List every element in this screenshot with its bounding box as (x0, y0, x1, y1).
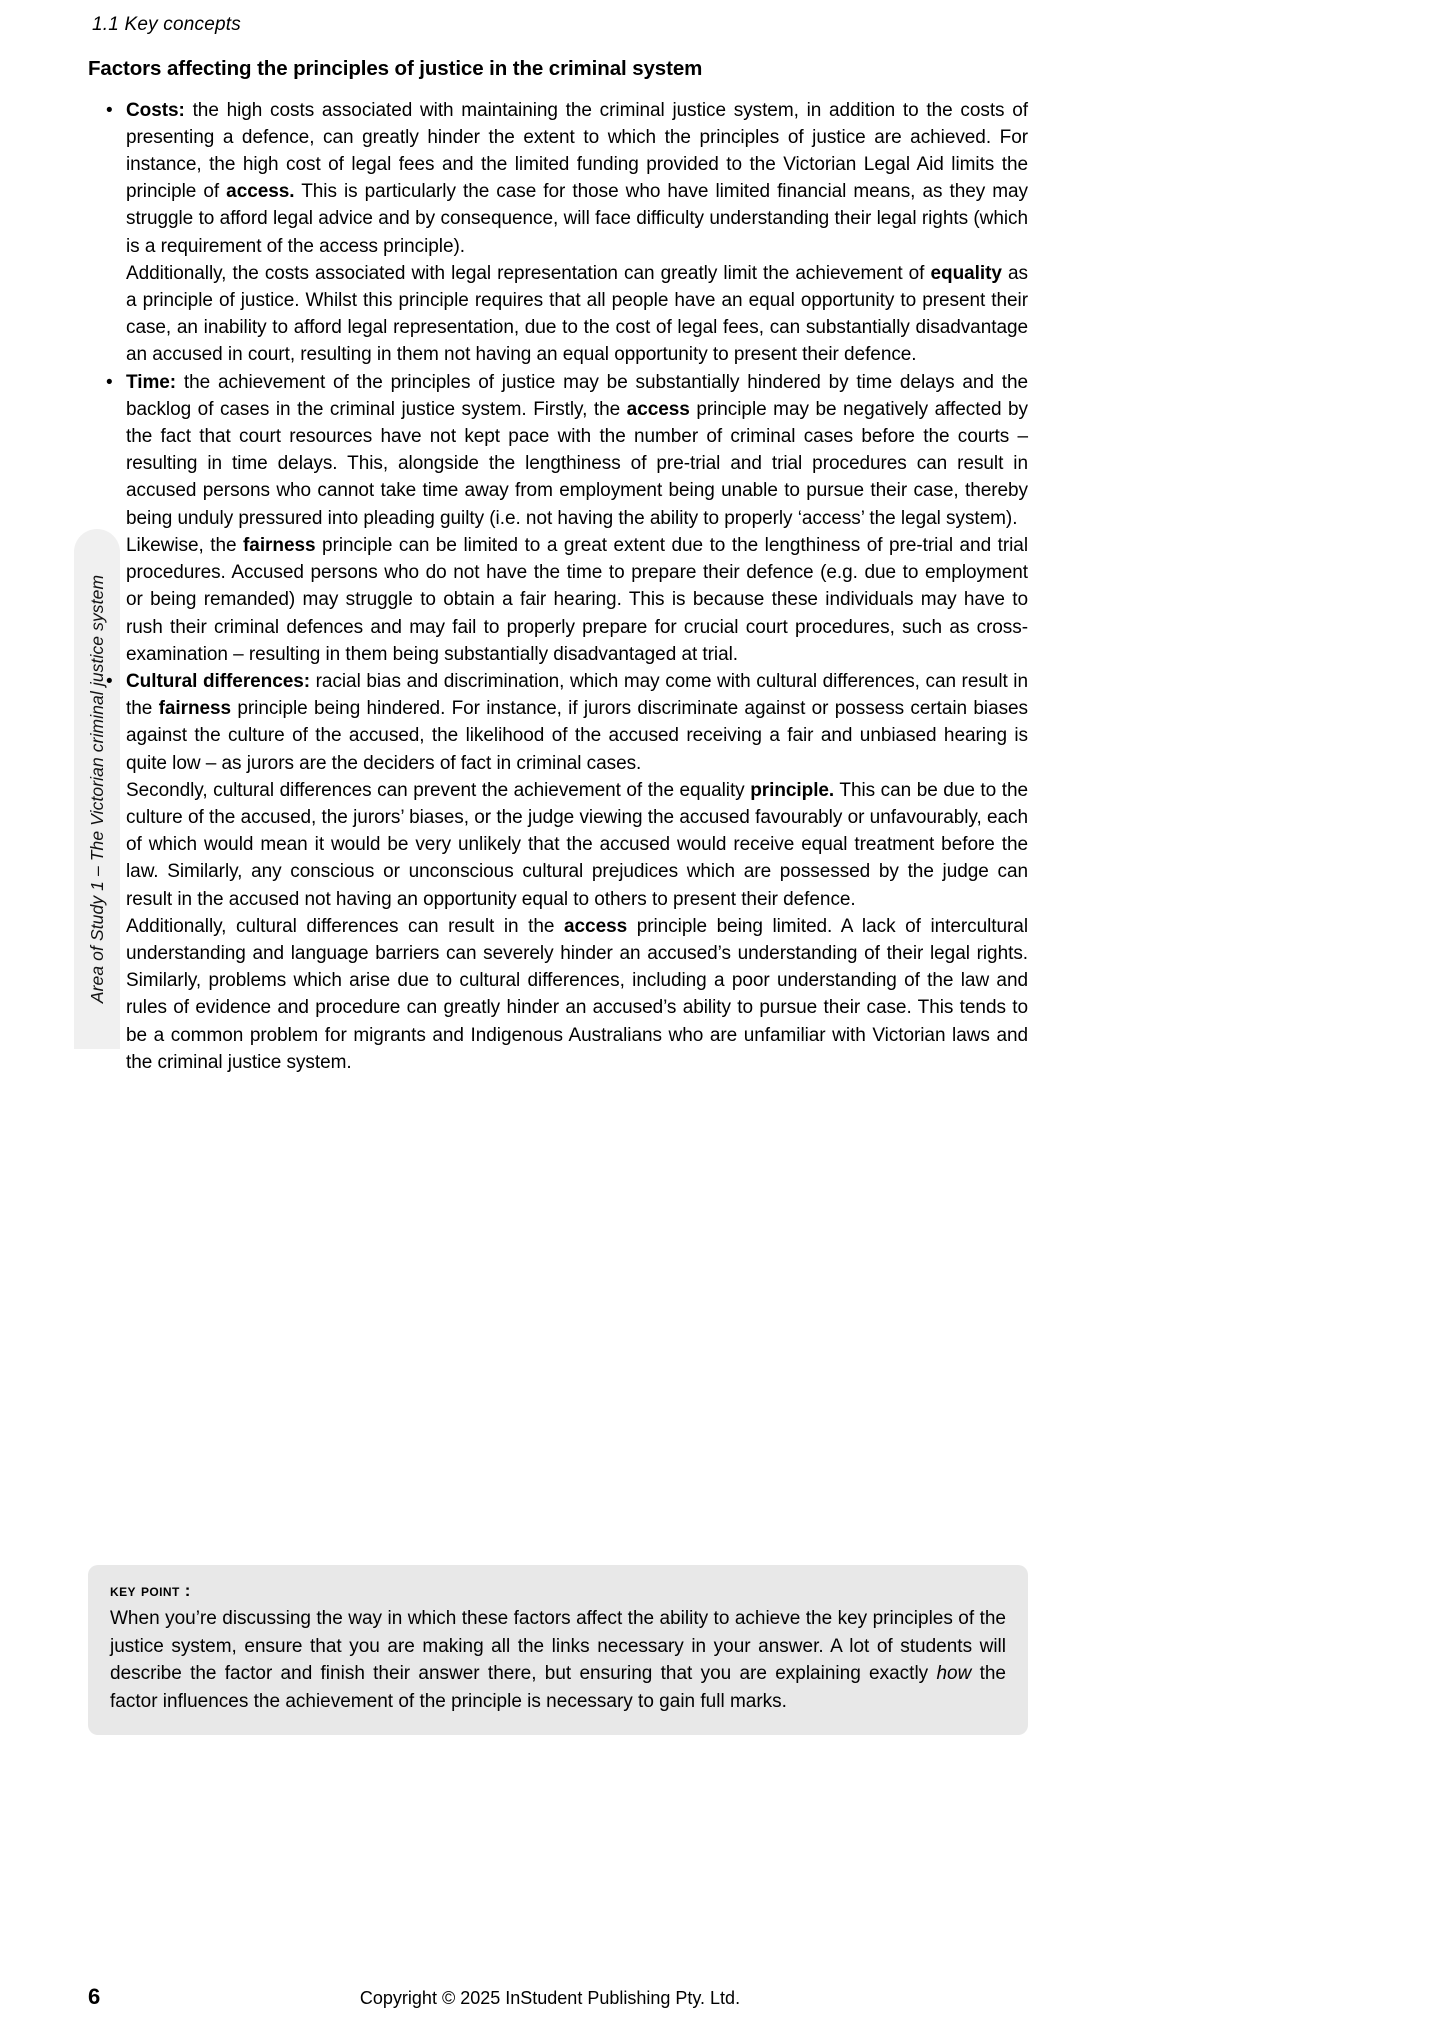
key-point-title: key point : (110, 1581, 191, 1600)
factor-term: Time: (126, 371, 177, 393)
body-paragraph: • Costs: the high costs associated with maintaining the criminal justice system, in addition to the costs of presenting a defence, can greatly hinder the extent to which the principles of justice are achieved. For instance, the high cost of legal fees and the limited funding provided to the Victorian Legal Aid limits the principle of access. This is particularly the case for those who have limited financial means, as they may struggle to afford legal advice and by consequence, will face difficulty understanding their legal rights (which is a requirement of the access principle). (126, 99, 1028, 257)
side-tab-label: Area of Study 1 – The Victorian criminal justice system (86, 574, 107, 1004)
emphasis-bold: equality (930, 262, 1002, 284)
key-point-body: When you’re discussing the way in which these factors affect the ability to achieve the key principles of the justice system, ensure that you are making all the links necessary in your answer. A lot of students will describe the factor and finish their answer there, but ensuring that you are explaining exactly how the factor influences the achievement of the principle is necessary to gain full marks. (110, 1608, 1006, 1712)
list-item (88, 369, 1028, 668)
body-paragraph: Additionally, the costs associated with legal representation can greatly limit the achievement of equality as a principle of justice. Whilst this principle requires that all people have an equal opportunity to present their case, an inability to afford legal representation, due to the cost of legal fees, can substantially disadvantage an accused in court, resulting in them not having an equal opportunity to present their defence. (126, 262, 1028, 366)
running-head: 1.1 Key concepts (92, 14, 241, 35)
copyright-notice: Copyright © 2025 InStudent Publishing Pty. Ltd. (359, 1988, 741, 2008)
body-paragraph: Likewise, the fairness principle can be limited to a great extent due to the lengthiness of pre-trial and trial procedures. Accused persons who do not have the time to prepare their defence (e.g. due to employment or being remanded) may struggle to obtain a fair hearing. This is because these individuals may have to rush their criminal defences and may fail to properly prepare for crucial court procedures, such as cross-examination – resulting in them being substantially disadvantaged at trial. (126, 534, 1028, 665)
list-item (88, 97, 1028, 369)
body-paragraph: Additionally, cultural differences can result in the access principle being limited. A lack of intercultural understanding and language barriers can severely hinder an accused’s understanding of their legal rights. Similarly, problems which arise due to cultural differences, including a poor understanding of the law and rules of evidence and procedure can greatly hinder an accused’s ability to pursue their case. This tends to be a common problem for migrants and Indigenous Australians who are unfamiliar with Victorian laws and the criminal justice system. (126, 915, 1028, 1073)
emphasis-italic: how (936, 1663, 972, 1684)
body-paragraph: • Time: the achievement of the principles of justice may be substantially hindered by time delays and the backlog of cases in the criminal justice system. Firstly, the access principle may be negatively affected by the fact that court resources have not kept pace with the number of criminal cases before the courts – resulting in time delays. This, alongside the lengthiness of pre-trial and trial procedures can result in accused persons who cannot take time away from employment being unable to pursue their case, thereby being unduly pressured into pleading guilty (i.e. not having the ability to properly ‘access’ the legal system). (126, 371, 1028, 529)
factor-term: Costs: (126, 99, 185, 121)
body-paragraph: • Cultural differences: racial bias and discrimination, which may come with cultural differences, can result in the fairness principle being hindered. For instance, if jurors discriminate against or possess certain biases against the culture of the accused, the likelihood of the accused receiving a fair and unbiased hearing is quite low – as jurors are the deciders of fact in criminal cases. (126, 670, 1029, 774)
factor-term: Cultural differences: (126, 670, 311, 692)
emphasis-bold: fairness (158, 698, 232, 720)
emphasis-bold: access (564, 915, 628, 937)
emphasis-bold: fairness (243, 534, 316, 556)
page-content (88, 56, 1028, 1076)
factors-list (88, 97, 1028, 1076)
emphasis-bold: principle. (750, 779, 835, 801)
page-number: 6 (88, 1984, 101, 2009)
emphasis-bold: access. (226, 181, 295, 203)
key-point-callout (88, 1565, 1028, 1735)
page-footer (0, 1984, 1445, 2024)
emphasis-bold: access (626, 398, 690, 420)
list-item (88, 668, 1028, 1076)
body-paragraph: Secondly, cultural differences can prevent the achievement of the equality principle. This can be due to the culture of the accused, the jurors’ biases, or the judge viewing the accused favourably or unfavourably, each of which would mean it would be very unlikely that the accused would receive equal treatment before the law. Similarly, any conscious or unconscious cultural prejudices which are possessed by the judge can result in the accused not having an opportunity equal to others to present their defence. (126, 779, 1028, 910)
section-heading: Factors affecting the principles of justice in the criminal system (88, 57, 703, 80)
